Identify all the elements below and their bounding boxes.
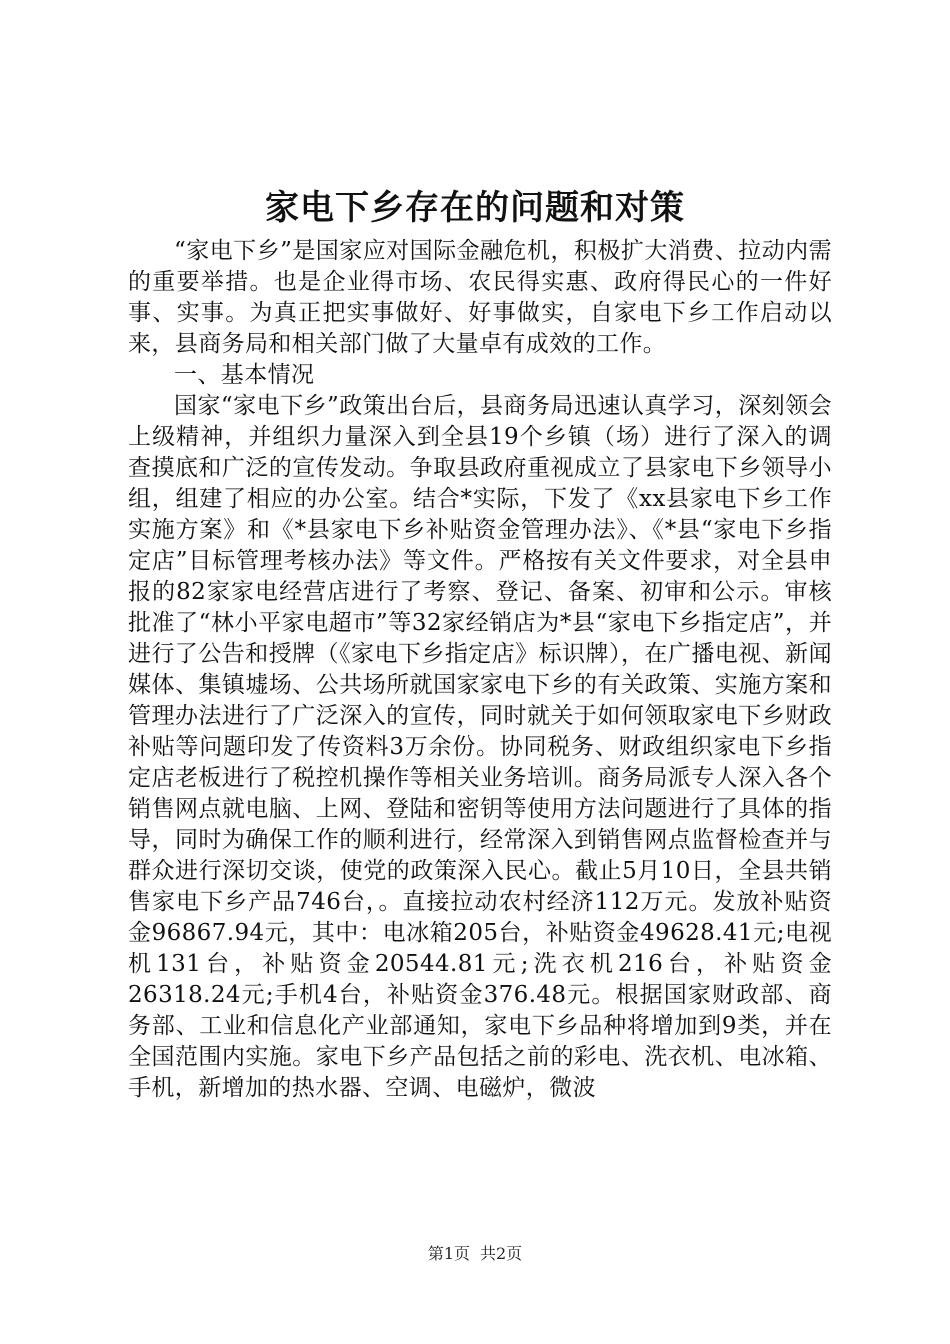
body-paragraph: 国家“家电下乡”政策出台后，县商务局迅速认真学习，深刻领会上级精神，并组织力量深入到全县19个乡镇（场）进行了深入的调查摸底和广泛的宣传发动。争取县政府重视成立了县家电下乡领导小组，组建了相应的办公室。结合*实际，下发了《xx县家电下乡工作实施方案》和《*县家电下乡补贴资金管理办法》、《*县“家电下乡指定店”目标管理考核办法》等文件。严格按有关文件要求，对全县申报的82家家电经营店进行了考察、登记、备案、初审和公示。审核批准了“林小平家电超市”等32家经销店为*县“家电下乡指定店”，并进行了公告和授牌（《家电下乡指定店》标识牌），在广播电视、新闻媒体、集镇墟场、公共场所就国家家电下乡的有关政策、实施方案和管理办法进行了广泛深入的宣传，同时就关于如何领取家电下乡财政补贴等问题印发了传资料3万余份。协同税务、财政组织家电下乡指定店老板进行了税控机操作等相关业务培训。商务局派专人深入各个销售网点就电脑、上网、登陆和密钥等使用方法问题进行了具体的指导，同时为确保工作的顺利进行，经常深入到销售网点监督检查并与群众进行深切交谈，使党的政策深入民心。截止5月10日，全县共销售家电下乡产品746台，。直接拉动农村经济112万元。发放补贴资金96867.94元，其中：电冰箱205台，补贴资金49628.41元;电视机131台，补贴资金20544.81元;洗衣机216台，补贴资金26318.24元;手机4台，补贴资金376.48元。根据国家财政部、商务部、工业和信息化产业部通知，家电下乡品种将增加到9类，并在全国范围内实施。家电下乡产品包括之前的彩电、洗衣机、电冰箱、手机，新增加的热水器、空调、电磁炉，微波	[128, 393, 832, 1101]
document-title: 家电下乡存在的问题和对策	[265, 188, 685, 228]
document-body	[128, 236, 832, 1104]
intro-paragraph: “家电下乡”是国家应对国际金融危机，积极扩大消费、拉动内需的重要举措。也是企业得市场、农民得实惠、政府得民心的一件好事、实事。为真正把实事做好、好事做实，自家电下乡工作启动以来，县商务局和相关部门做了大量卓有成效的工作。	[128, 238, 832, 357]
page-total: 共2页	[480, 1244, 523, 1263]
page-footer	[0, 1243, 950, 1265]
section-heading: 一、基本情况	[174, 362, 315, 388]
page-number: 第1页	[427, 1244, 470, 1263]
